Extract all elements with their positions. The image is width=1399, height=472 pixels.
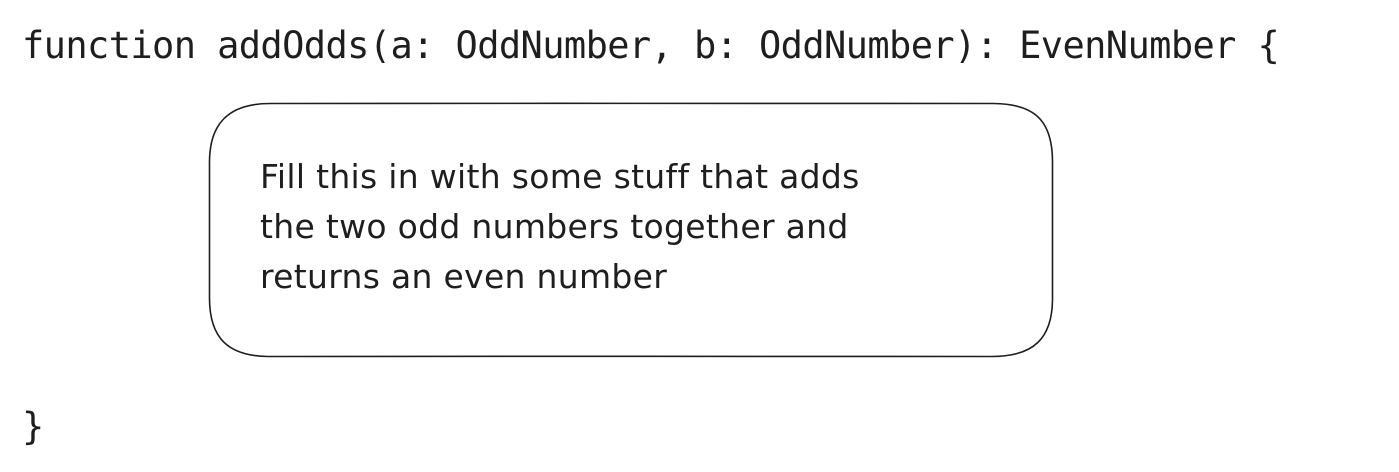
function-signature: function addOdds(a: OddNumber, b: OddNumber): EvenNumber { (22, 24, 1280, 67)
note-text: Fill this in with some stuff that adds the two odd numbers together and returns an even number (260, 157, 860, 296)
closing-brace: } (22, 405, 44, 448)
placeholder-note (208, 102, 1054, 358)
